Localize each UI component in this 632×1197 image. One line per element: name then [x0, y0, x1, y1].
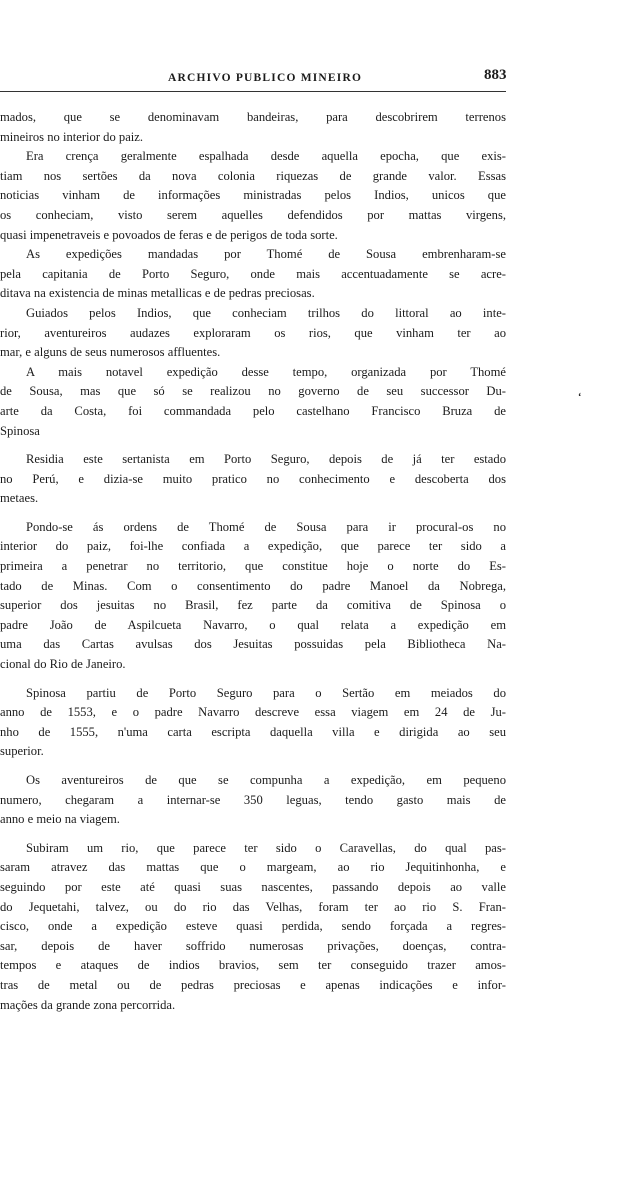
text-line: no Perú, e dizia-se muito pratico no conhecimento e descoberta dos	[0, 471, 506, 486]
paragraph-gap	[0, 441, 506, 450]
text-line: sar, depois de haver soffrido numerosas privações, doenças, contra-	[0, 938, 506, 953]
paragraph	[0, 839, 506, 1015]
text-line: interior do paiz, foi-lhe confiada a expedição, que parece ter sido a	[0, 539, 506, 554]
paragraph	[0, 108, 506, 147]
paragraph-gap	[0, 830, 506, 839]
running-title: ARCHIVO PUBLICO MINEIRO	[168, 72, 363, 84]
text-line: cional do Rio de Janeiro.	[0, 657, 126, 672]
text-line: Guiados pelos Indios, que conheciam trilhos do littoral ao inte-	[26, 305, 506, 320]
body-text	[0, 108, 506, 1015]
text-line: tiam nos sertões da nova colonia riquezas de grande valor. Essas	[0, 168, 506, 183]
text-line: cisco, onde a expedição esteve quasi perdida, sendo forçada a regres-	[0, 919, 506, 934]
paragraph	[0, 304, 506, 363]
text-line: tado de Minas. Com o consentimento do padre Manoel da Nobrega,	[0, 578, 506, 593]
text-line: os conheciam, visto serem aquelles defendidos por mattas virgens,	[0, 207, 506, 222]
paragraph	[0, 245, 506, 304]
text-line: tempos e ataques de indios bravios, sem ter conseguido trazer amos-	[0, 958, 506, 973]
text-line: seguindo por este até quasi suas nascentes, passando depois ao valle	[0, 879, 506, 894]
text-line: pela capitania de Porto Seguro, onde mais accentuadamente se acre-	[0, 266, 506, 281]
text-line: Subiram um rio, que parece ter sido o Caravellas, do qual pas-	[26, 840, 506, 855]
text-line: Era crença geralmente espalhada desde aquella epocha, que exis-	[26, 149, 506, 164]
text-line: metaes.	[0, 491, 39, 506]
text-line: rior, aventureiros audazes exploraram os rios, que vinham ter ao	[0, 325, 506, 340]
text-line: As expedições mandadas por Thomé de Sousa embrenharam-se	[26, 247, 506, 262]
text-line: numero, chegaram a internar-se 350 leguas, tendo gasto mais de	[0, 792, 506, 807]
text-line: quasi impenetraveis e povoados de feras e de perigos de toda sorte.	[0, 227, 338, 242]
text-line: mar, e alguns de seus numerosos affluentes.	[0, 345, 221, 360]
paragraph	[0, 518, 506, 675]
paragraph	[0, 147, 506, 245]
text-line: ditava na existencia de minas metallicas e de pedras preciosas.	[0, 286, 315, 301]
text-line: Pondo-se ás ordens de Thomé de Sousa para ir procural-os no	[26, 519, 506, 534]
text-line: mineiros no interior do paiz.	[0, 129, 144, 144]
header-rule	[0, 91, 506, 92]
text-line: anno e meio na viagem.	[0, 812, 120, 827]
text-line: Spinosa partiu de Porto Seguro para o Sertão em meiados do	[26, 685, 506, 700]
text-line: superior.	[0, 744, 44, 759]
text-line: de Sousa, mas que só se realizou no governo de seu successor Du-	[0, 384, 506, 399]
text-line: primeira a penetrar no territorio, que constitue hoje o norte do Es-	[0, 559, 506, 574]
text-line: padre João de Aspilcueta Navarro, o qual relata a expedição em	[0, 617, 506, 632]
text-line: saram atravez das mattas que o margeam, ao rio Jequitinhonha, e	[0, 860, 506, 875]
paragraph-gap	[0, 762, 506, 771]
text-line: mados, que se denominavam bandeiras, para descobrirem terrenos	[0, 110, 506, 124]
paragraph	[0, 363, 506, 441]
text-line: do Jequetahi, talvez, ou do rio das Velhas, foram ter ao rio S. Fran-	[0, 899, 506, 914]
text-line: A mais notavel expedição desse tempo, organizada por Thomé	[26, 364, 506, 379]
paragraph	[0, 771, 506, 830]
text-line: mações da grande zona percorrida.	[0, 997, 176, 1012]
running-header	[0, 67, 510, 90]
paragraph	[0, 450, 506, 509]
text-line: uma das Cartas avulsas dos Jesuitas possuidas pela Bibliotheca Na-	[0, 637, 506, 652]
text-line: Os aventureiros de que se compunha a expedição, em pequeno	[26, 773, 506, 787]
text-line: noticias vinham de informações ministradas pelos Indios, unicos que	[0, 188, 506, 203]
paragraph-gap	[0, 509, 506, 518]
text-line: anno de 1553, e o padre Navarro descreve essa viagem em 24 de Ju-	[0, 705, 506, 720]
page-number: 883	[484, 67, 507, 83]
text-line: Spinosa	[0, 423, 40, 438]
text-line: superior dos jesuitas no Brasil, fez parte da comitiva de Spinosa o	[0, 598, 506, 613]
text-line: Residia este sertanista em Porto Seguro, depois de já ter estado	[26, 452, 506, 467]
paragraph	[0, 684, 506, 762]
stray-mark: ‘	[578, 392, 582, 403]
text-line: nho de 1555, n'uma carta escripta daquella villa e dirigida ao seu	[0, 724, 506, 739]
text-line: tras de metal ou de pedras preciosas e apenas indicações e infor-	[0, 977, 506, 992]
paragraph-gap	[0, 675, 506, 684]
text-line: arte da Costa, foi commandada pelo castelhano Francisco Bruza de	[0, 403, 506, 418]
